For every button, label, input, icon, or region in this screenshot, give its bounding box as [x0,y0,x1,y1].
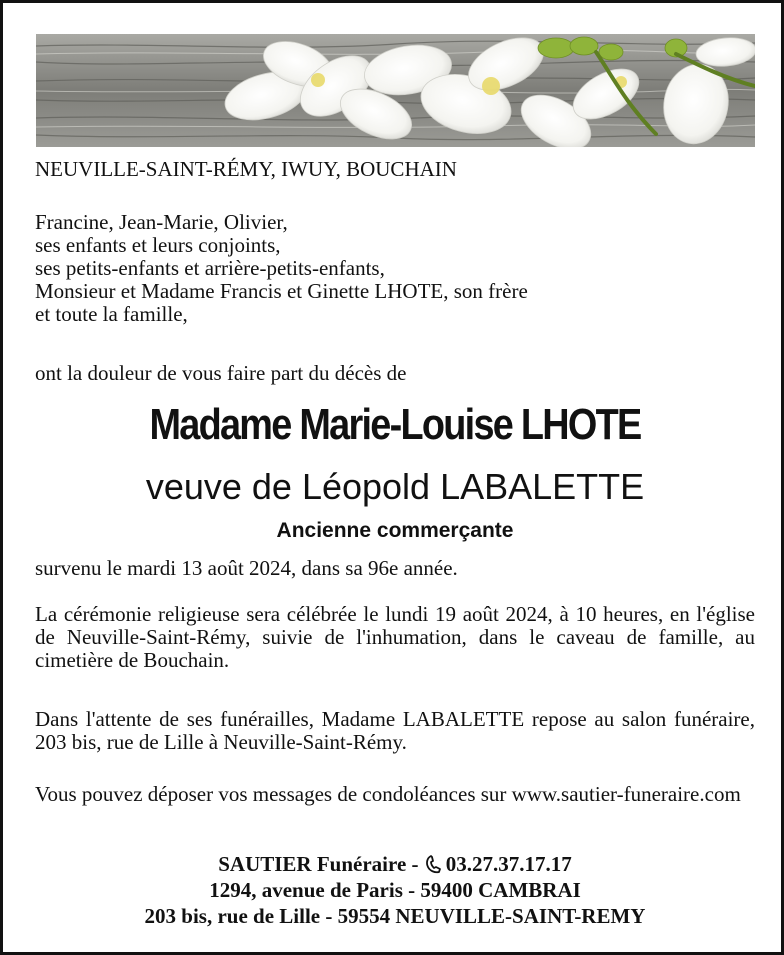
family-list [35,211,755,326]
family-line: et toute la famille, [35,302,188,326]
rest-place-text: Dans l'attente de ses funérailles, Madame LABALETTE repose au salon funéraire, 203 bis, rue de Lille à Neuville-Saint-Rémy. [35,707,755,754]
phone-icon [424,854,446,874]
white-orchid-flowers-icon [36,34,755,147]
funeral-home-address-2: 203 bis, rue de Lille - 59554 NEUVILLE-SAINT-REMY [144,904,646,928]
family-line: ses petits-enfants et arrière-petits-enfants, [35,256,385,280]
family-line: Monsieur et Madame Francis et Ginette LHOTE, son frère [35,279,528,303]
funeral-home-contact [3,851,784,929]
announcement-text: ont la douleur de vous faire part du décès de [35,361,407,385]
funeral-home-name-line [3,851,784,877]
orchid-banner-image [36,34,755,147]
condolences-text: Vous pouvez déposer vos messages de condoléances sur www.sautier-funeraire.com [35,782,741,806]
funeral-home-phone: 03.27.37.17.17 [445,852,572,876]
funeral-home-name: SAUTIER Funéraire - [218,852,424,876]
death-info-text: survenu le mardi 13 août 2024, dans sa 96e année. [35,556,458,580]
deceased-name: Madame Marie-Louise LHOTE [149,400,641,449]
widow-of-text: veuve de Léopold LABALETTE [145,466,645,507]
family-line: Francine, Jean-Marie, Olivier, [35,210,288,234]
ceremony-text: La cérémonie religieuse sera célébrée le lundi 19 août 2024, à 10 heures, en l'église de Neuville-Saint-Rémy, suivie de l'inhumation, dans le caveau de famille, au cimetière de Bouchain. [35,602,755,672]
funeral-home-address-1: 1294, avenue de Paris - 59400 CAMBRAI [209,878,581,902]
occupation-text: Ancienne commerçante [276,519,514,542]
places-heading: NEUVILLE-SAINT-RÉMY, IWUY, BOUCHAIN [35,157,457,181]
family-line: ses enfants et leurs conjoints, [35,233,281,257]
